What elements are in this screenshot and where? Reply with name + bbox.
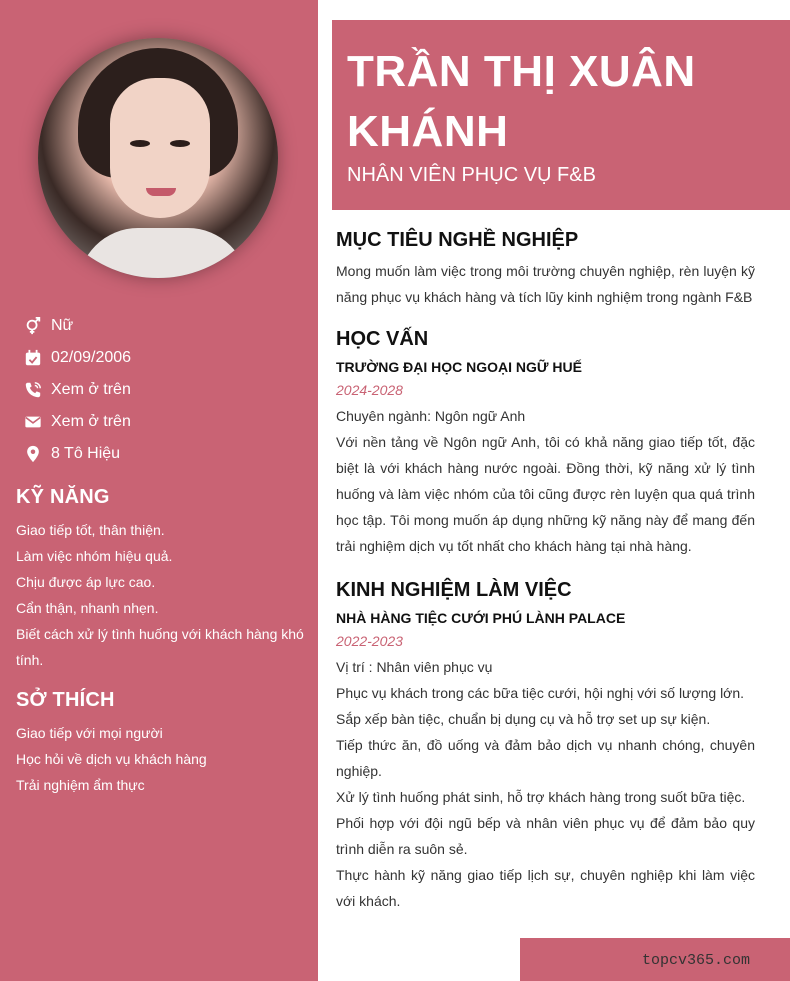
skills-title: KỸ NĂNG — [16, 486, 110, 508]
candidate-name: TRẦN THỊ XUÂN KHÁNH — [347, 47, 696, 156]
contact-phone — [24, 374, 131, 406]
duty-item: Sắp xếp bàn tiệc, chuẩn bị dụng cụ và hỗ trợ set up sự kiện. — [336, 711, 711, 727]
skill-item: Làm việc nhóm hiệu quả. — [16, 548, 173, 564]
skills-section — [16, 486, 306, 673]
gender-text: Nữ — [51, 317, 74, 334]
experience-role: Vị trí : Nhân viên phục vụ — [336, 659, 493, 675]
contact-email — [24, 406, 131, 438]
contact-birthday — [24, 342, 131, 374]
gender-icon — [24, 317, 42, 335]
hobbies-title: SỞ THÍCH — [16, 689, 115, 711]
education-section — [336, 328, 755, 559]
contact-address — [24, 438, 131, 470]
hobbies-section — [16, 689, 306, 798]
hobby-item: Học hỏi về dịch vụ khách hàng — [16, 751, 207, 767]
school-name: TRƯỜNG ĐẠI HỌC NGOẠI NGỮ HUẾ — [336, 359, 582, 375]
objective-section — [336, 229, 755, 310]
hobby-item: Giao tiếp với mọi người — [16, 725, 163, 741]
email-icon — [24, 413, 42, 431]
education-description: Với nền tảng về Ngôn ngữ Anh, tôi có khả năng giao tiếp tốt, đặc biệt là với khách hàng nước ngoài. Đồng thời, kỹ năng xử lý tình huống và làm việc nhóm của tôi cũng được rèn luyện qua quá trình học tập. Tôi mong muốn áp dụng những kỹ năng này để mang đến trải nghiệm dịch vụ tốt nhất cho khách hàng tại nhà hàng. — [336, 434, 755, 554]
experience-title: KINH NGHIỆM LÀM VIỆC — [336, 579, 572, 601]
contact-gender — [24, 310, 131, 342]
education-title: HỌC VẤN — [336, 328, 429, 350]
education-major: Chuyên ngành: Ngôn ngữ Anh — [336, 408, 526, 424]
candidate-position: NHÂN VIÊN PHỤC VỤ F&B — [347, 164, 596, 186]
skill-item: Giao tiếp tốt, thân thiện. — [16, 522, 165, 538]
location-icon — [24, 445, 42, 463]
objective-title: MỤC TIÊU NGHỀ NGHIỆP — [336, 229, 579, 251]
experience-section — [336, 579, 755, 914]
birthday-text: 02/09/2006 — [51, 349, 132, 366]
footer-watermark[interactable]: topcv365.com — [641, 952, 750, 969]
duty-item: Phối hợp với đội ngũ bếp và nhân viên phục vụ để đảm bảo quy trình diễn ra suôn sẻ. — [336, 815, 755, 857]
calendar-icon — [24, 349, 42, 367]
skill-item: Cẩn thận, nhanh nhẹn. — [16, 600, 159, 616]
contact-list — [24, 310, 131, 470]
objective-text: Mong muốn làm việc trong môi trường chuyên nghiệp, rèn luyện kỹ năng phục vụ khách hàng và tích lũy kinh nghiệm trong ngành F&B — [336, 263, 755, 305]
experience-period: 2022-2023 — [336, 633, 403, 649]
address-text: 8 Tô Hiệu — [51, 445, 121, 462]
hobby-item: Trải nghiệm ẩm thực — [16, 777, 145, 793]
email-text: Xem ở trên — [51, 413, 131, 430]
duty-item: Xử lý tình huống phát sinh, hỗ trợ khách hàng trong suốt bữa tiệc. — [336, 789, 746, 805]
phone-text: Xem ở trên — [51, 381, 131, 398]
company-name: NHÀ HÀNG TIỆC CƯỚI PHÚ LÀNH PALACE — [336, 610, 626, 626]
sidebar — [0, 0, 318, 981]
duty-item: Thực hành kỹ năng giao tiếp lịch sự, chuyên nghiệp khi làm việc với khách. — [336, 867, 755, 909]
duty-item: Tiếp thức ăn, đồ uống và đảm bảo dịch vụ nhanh chóng, chuyên nghiệp. — [336, 737, 755, 779]
skill-item: Biết cách xử lý tình huống với khách hàng khó tính. — [16, 626, 304, 668]
skill-item: Chịu được áp lực cao. — [16, 574, 156, 590]
duty-item: Phục vụ khách trong các bữa tiệc cưới, hội nghị với số lượng lớn. — [336, 685, 745, 701]
footer-bar — [520, 938, 790, 981]
phone-icon — [24, 381, 42, 399]
header-banner — [332, 20, 790, 210]
avatar — [38, 38, 278, 278]
education-period: 2024-2028 — [336, 382, 403, 398]
